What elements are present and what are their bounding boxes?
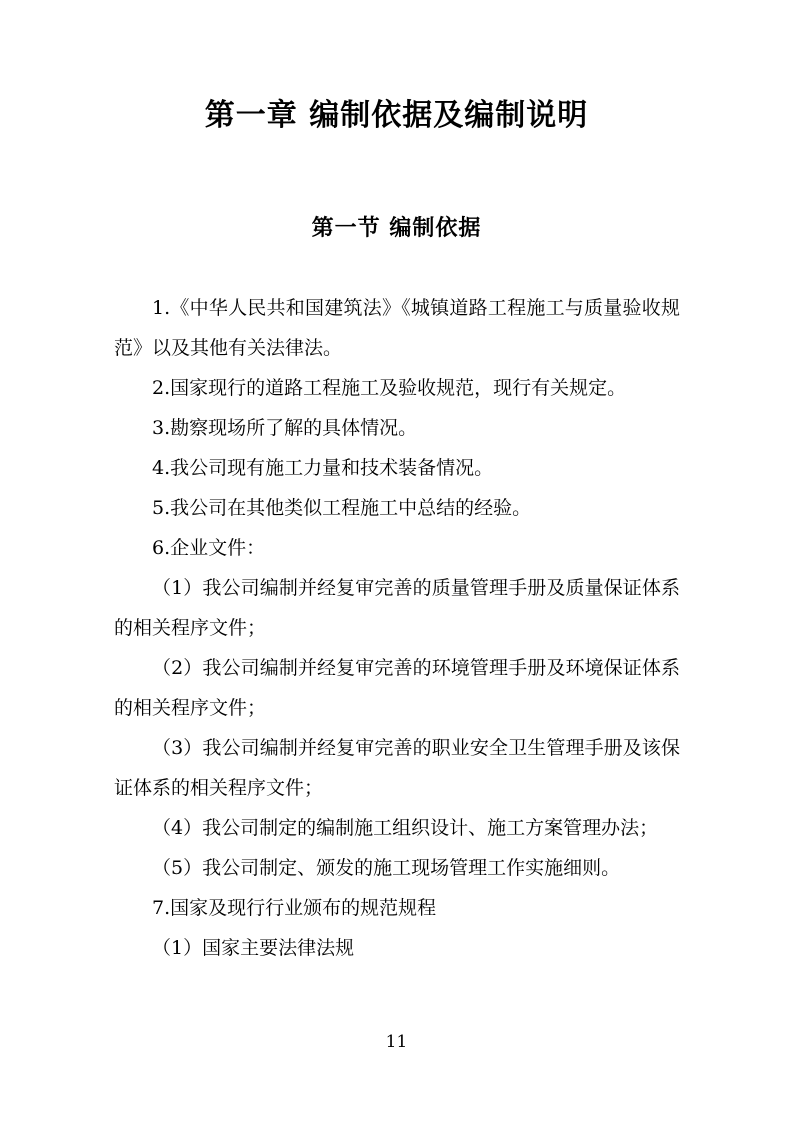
paragraph: 5.我公司在其他类似工程施工中总结的经验。 xyxy=(152,497,532,519)
paragraph: （2）我公司编制并经复审完善的环境管理手册及环境保证体系的相关程序文件； xyxy=(114,657,680,719)
chapter-title: 第一章 编制依据及编制说明 xyxy=(204,98,589,133)
section-title: 第一节 编制依据 xyxy=(311,216,482,241)
paragraph: （5）我公司制定、颁发的施工现场管理工作实施细则。 xyxy=(152,857,621,879)
paragraph: 2.国家现行的道路工程施工及验收规范，现行有关规定。 xyxy=(152,377,627,399)
page-number: 11 xyxy=(385,1032,408,1052)
paragraph: 4.我公司现有施工力量和技术装备情况。 xyxy=(152,457,494,479)
paragraph: （1）国家主要法律法规 xyxy=(152,937,355,959)
paragraph: 6.企业文件： xyxy=(152,537,266,559)
body-text xyxy=(114,288,680,968)
paragraph: （1）我公司编制并经复审完善的质量管理手册及质量保证体系的相关程序文件； xyxy=(114,577,680,639)
paragraph: （3）我公司编制并经复审完善的职业安全卫生管理手册及该保证体系的相关程序文件； xyxy=(114,737,680,799)
paragraph: （4）我公司制定的编制施工组织设计、施工方案管理办法； xyxy=(152,817,659,839)
paragraph: 7.国家及现行行业颁布的规范规程 xyxy=(152,897,437,919)
paragraph: 1.《中华人民共和国建筑法》《城镇道路工程施工与质量验收规范》以及其他有关法律法。 xyxy=(114,297,680,359)
paragraph: 3.勘察现场所了解的具体情况。 xyxy=(152,417,418,439)
